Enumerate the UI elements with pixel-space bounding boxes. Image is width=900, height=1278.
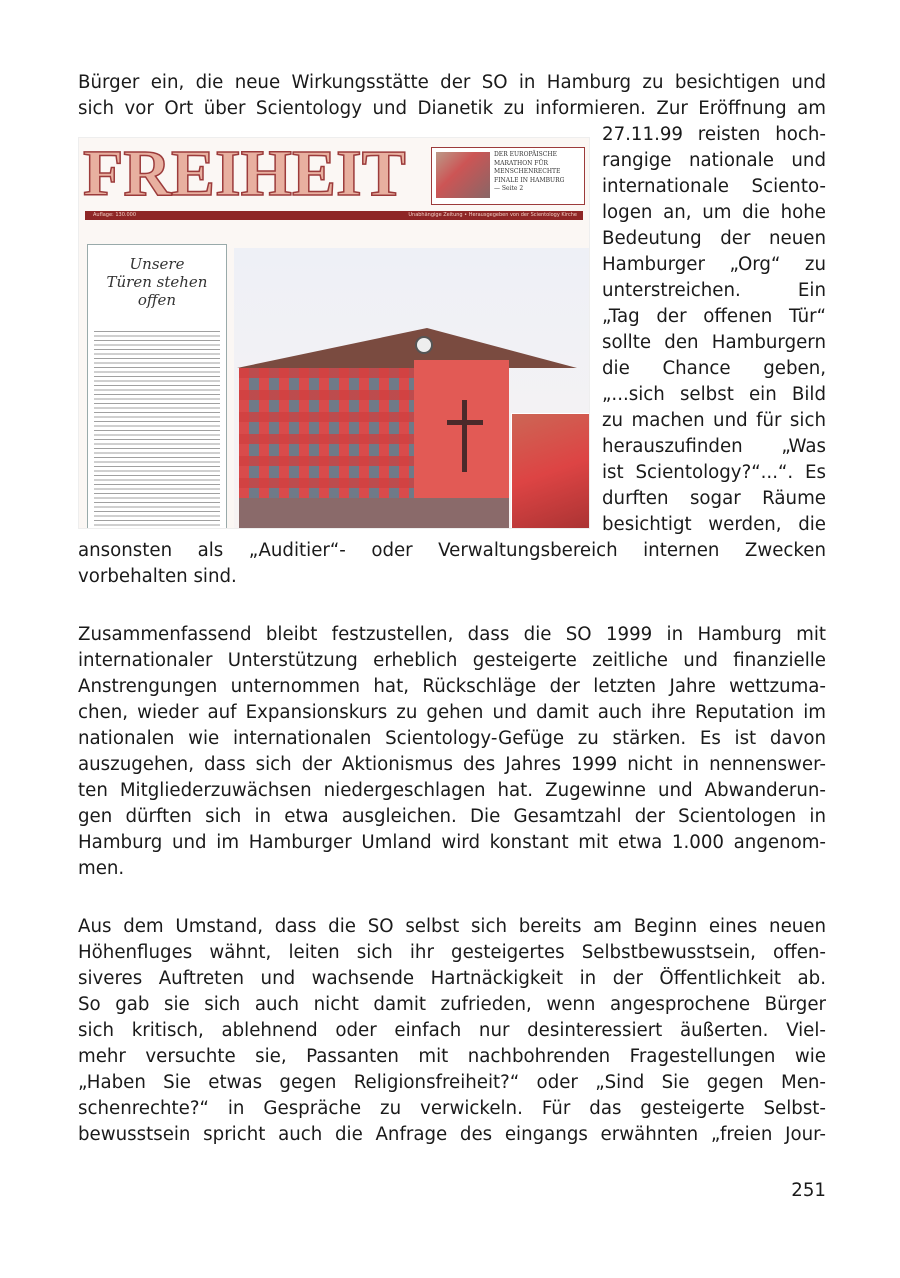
text-line: logen an, um die hohe bbox=[602, 202, 826, 223]
text-line: Bedeutung der neuen bbox=[602, 228, 826, 249]
text-line: sollte den Hamburgern bbox=[602, 332, 826, 353]
clock-icon bbox=[415, 336, 433, 354]
interior-inset-photo bbox=[511, 413, 590, 529]
text-line: besichtigt werden, die bbox=[602, 514, 826, 535]
building-ground-floor bbox=[239, 498, 509, 528]
text-line: Aus dem Umstand, dass die SO selbst sich bereits am Beginn eines neuen bbox=[78, 916, 826, 937]
text-line: unterstreichen. Ein bbox=[602, 280, 826, 301]
text-line: internationaler Unterstützung erheblich gesteigerte zeitliche und finanzielle bbox=[78, 650, 826, 671]
cross-icon bbox=[462, 400, 467, 472]
text-line: bewusstsein spricht auch die Anfrage des eingangs erwähnten „freien Jour- bbox=[78, 1124, 826, 1145]
article-headline: Unsere Türen stehen offen bbox=[106, 255, 208, 309]
text-line: Bürger ein, die neue Wirkungsstätte der SO in Hamburg zu besichtigen und bbox=[78, 72, 826, 93]
building-facade bbox=[239, 368, 414, 498]
text-line: „...sich selbst ein Bild bbox=[602, 384, 826, 405]
page-number: 251 bbox=[791, 1180, 826, 1201]
text-line: ist Scientology?“...“. Es bbox=[602, 462, 826, 483]
text-line: nationalen wie internationalen Scientology-Gefüge zu stärken. Es ist davon bbox=[78, 728, 826, 749]
newspaper-article-column bbox=[87, 244, 227, 529]
text-line: Zusammenfassend bleibt festzustellen, dass die SO 1999 in Hamburg mit bbox=[78, 624, 826, 645]
text-line: auszugehen, dass sich der Aktionismus des Jahres 1999 nicht in nennenswer- bbox=[78, 754, 826, 775]
text-line: 27.11.99 reisten hoch- bbox=[602, 124, 826, 145]
newspaper-info-bar bbox=[85, 211, 583, 220]
teaser-text: DER EUROPÄISCHE MARATHON FÜR MENSCHENRECHTE FINALE IN HAMBURG — Seite 2 bbox=[494, 151, 565, 192]
teaser-photo bbox=[436, 152, 490, 198]
text-line: mehr versuchte sie, Passanten mit nachbohrenden Fragestellungen wie bbox=[78, 1046, 826, 1067]
text-line: schenrechte?“ in Gespräche zu verwickeln. Für das gesteigerte Selbst- bbox=[78, 1098, 826, 1119]
newspaper-teaser-box bbox=[431, 147, 585, 205]
text-line: men. bbox=[78, 858, 125, 879]
text-line: Anstrengungen unternommen hat, Rückschläge der letzten Jahre wettzuma- bbox=[78, 676, 826, 697]
text-line: chen, wieder auf Expansionskurs zu gehen und damit auch ihre Reputation im bbox=[78, 702, 826, 723]
text-line: Hamburger „Org“ zu bbox=[602, 254, 826, 275]
article-text-block bbox=[94, 329, 220, 526]
text-line: Hamburg und im Hamburger Umland wird konstant mit etwa 1.000 angenom- bbox=[78, 832, 826, 853]
text-line: zu machen und für sich bbox=[602, 410, 826, 431]
text-line: sich kritisch, ablehnend oder einfach nur desinteressiert äußerten. Viel- bbox=[78, 1020, 826, 1041]
text-line: „Tag der offenen Tür“ bbox=[602, 306, 826, 327]
text-line: ansonsten als „Auditier“- oder Verwaltungsbereich internen Zwecken bbox=[78, 540, 826, 561]
text-line: Höhenfluges wähnt, leiten sich ihr gesteigertes Selbstbewusstsein, offen- bbox=[78, 942, 826, 963]
publisher-label: Unabhängige Zeitung • Herausgegeben von der Scientology Kirche bbox=[408, 212, 577, 218]
text-line: gen dürften sich in etwa ausgleichen. Die Gesamtzahl der Scientologen in bbox=[78, 806, 826, 827]
text-line: durften sogar Räume bbox=[602, 488, 826, 509]
freiheit-newspaper-image bbox=[78, 137, 590, 529]
circulation-label: Auflage: 130.000 bbox=[93, 212, 137, 218]
building-roof bbox=[237, 328, 577, 368]
text-line: vorbehalten sind. bbox=[78, 566, 237, 587]
text-line: „Haben Sie etwas gegen Religionsfreiheit?“ oder „Sind Sie gegen Men- bbox=[78, 1072, 826, 1093]
text-line: rangige nationale und bbox=[602, 150, 826, 171]
text-line: die Chance geben, bbox=[602, 358, 826, 379]
newspaper-masthead: FREIHEIT bbox=[83, 137, 406, 210]
text-line: herauszufinden „Was bbox=[602, 436, 826, 457]
text-line: ten Mitgliederzuwächsen niedergeschlagen hat. Zugewinne und Abwanderun- bbox=[78, 780, 826, 801]
text-line: internationale Sciento- bbox=[602, 176, 826, 197]
cross-icon-bar bbox=[447, 420, 483, 425]
text-line: siveres Auftreten und wachsende Hartnäckigkeit in der Öffentlichkeit ab. bbox=[78, 968, 826, 989]
text-line: sich vor Ort über Scientology und Dianetik zu informieren. Zur Eröffnung am bbox=[78, 98, 826, 119]
text-line: So gab sie sich auch nicht damit zufrieden, wenn angesprochene Bürger bbox=[78, 994, 826, 1015]
